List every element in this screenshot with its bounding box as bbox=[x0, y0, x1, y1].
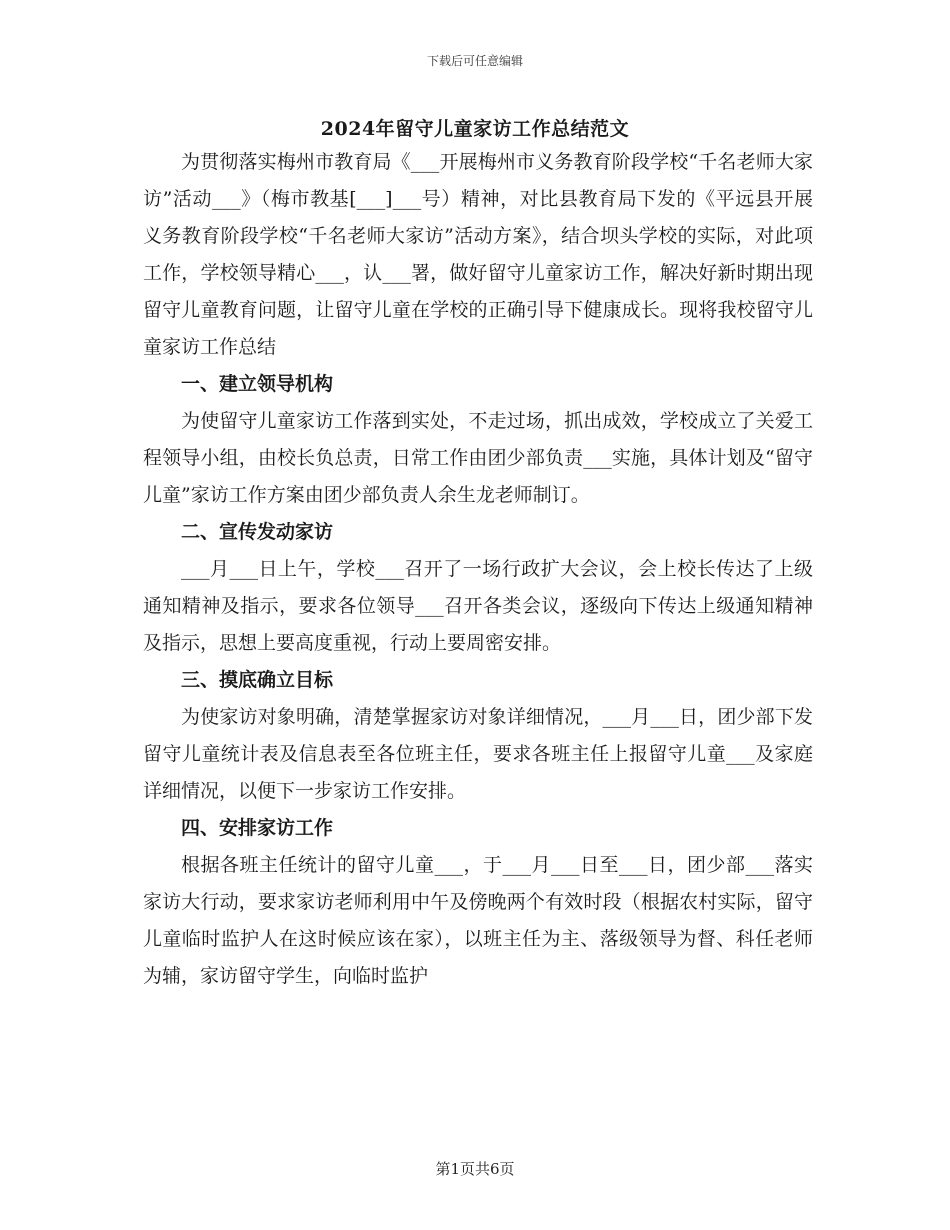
section-heading-4: 四、安排家访工作 bbox=[181, 817, 334, 839]
section-body-2: ___月___日上午，学校___召开了一场行政扩大会议，会上校长传达了上级通知精神及指示，要求各位领导___召开各类会议，逐级向下传达上级通知精神及指示，思想上要高度重视，行动上要周密安排。 bbox=[143, 558, 813, 654]
document-body bbox=[143, 144, 813, 995]
intro-paragraph: 为贯彻落实梅州市教育局《___开展梅州市义务教育阶段学校“千名老师大家访”活动___》（梅市教基[___]___号）精神，对比县教育局下发的《平远县开展义务教育阶段学校“千名老师大家访”活动方案》，结合坝头学校的实际，对此项工作，学校领导精心___，认___署，做好留守儿童家访工作，解决好新时期出现留守儿童教育问题，让留守儿童在学校的正确引导下健康成长。现将我校留守儿童家访工作总结 bbox=[143, 151, 813, 358]
section-heading-1: 一、建立领导机构 bbox=[181, 373, 334, 395]
document-title: 2024年留守儿童家访工作总结范文 bbox=[320, 118, 630, 140]
header-note: 下载后可任意编辑 bbox=[426, 54, 523, 68]
section-heading-3: 三、摸底确立目标 bbox=[181, 669, 334, 691]
section-heading-2: 二、宣传发动家访 bbox=[181, 521, 334, 543]
section-body-4: 根据各班主任统计的留守儿童___，于___月___日至___日，团少部___落实家访大行动，要求家访老师利用中午及傍晚两个有效时段（根据农村实际，留守儿童临时监护人在这时候应该在家），以班主任为主、落级领导为督、科任老师为辅，家访留守学生，向临时监护 bbox=[143, 854, 813, 987]
page-number-footer: 第1页共6页 bbox=[435, 1160, 515, 1178]
section-body-1: 为使留守儿童家访工作落到实处，不走过场，抓出成效，学校成立了关爱工程领导小组，由校长负总责，日常工作由团少部负责___实施，具体计划及“留守儿童”家访工作方案由团少部负责人余生龙老师制订。 bbox=[143, 410, 813, 506]
section-body-3: 为使家访对象明确，清楚掌握家访对象详细情况，___月___日，团少部下发留守儿童统计表及信息表至各位班主任，要求各班主任上报留守儿童___及家庭详细情况，以便下一步家访工作安排。 bbox=[143, 706, 813, 802]
